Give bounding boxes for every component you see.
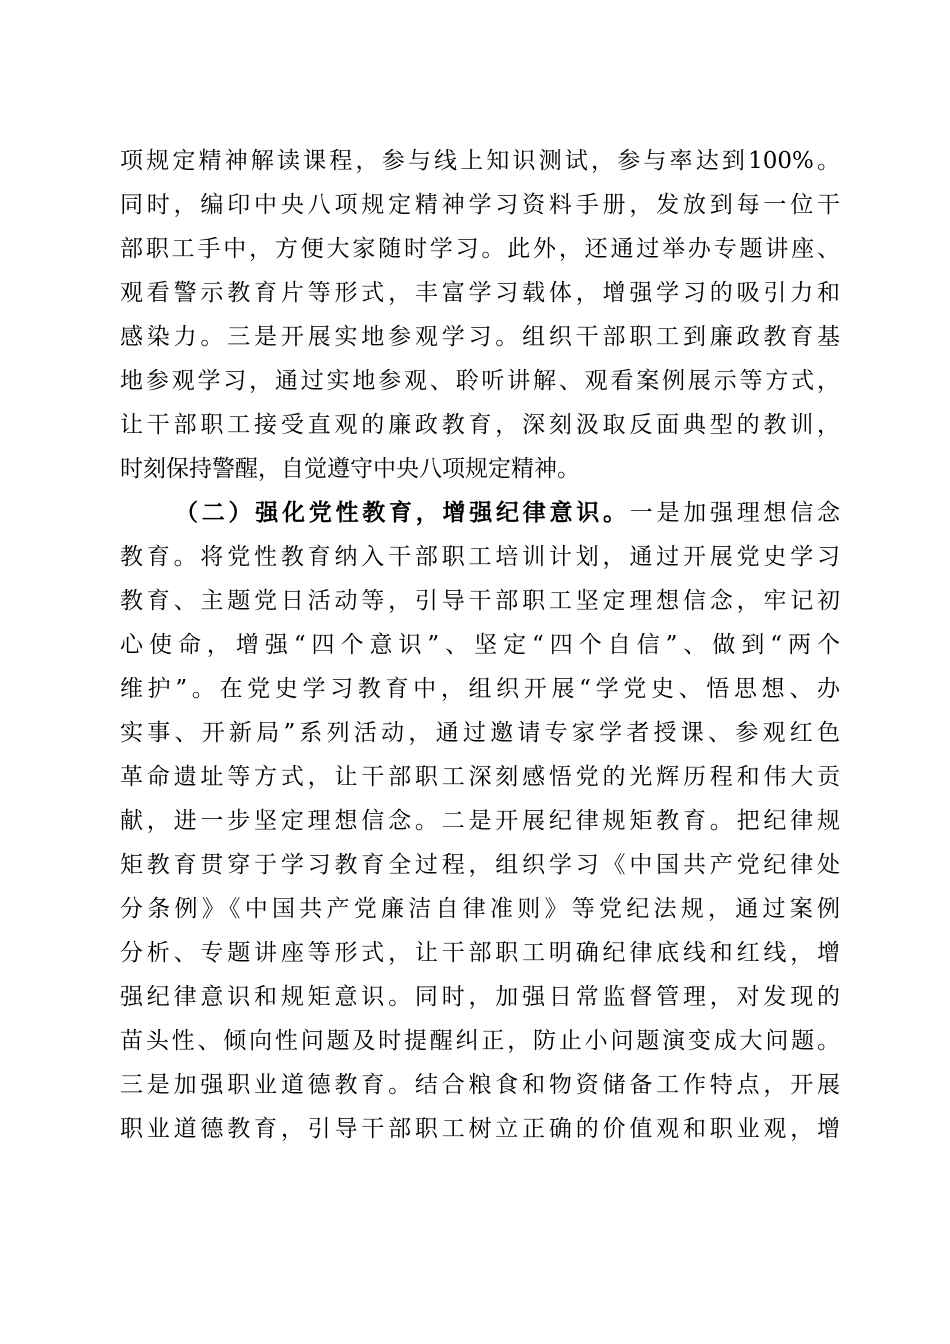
text-line: 项规定精神解读课程，参与线上知识测试，参与率达到100%。 bbox=[120, 148, 840, 174]
text-line: 强纪律意识和规矩意识。同时，加强日常监督管理，对发现的 bbox=[120, 984, 840, 1010]
text-line: 革命遗址等方式，让干部职工深刻感悟党的光辉历程和伟大贡 bbox=[120, 764, 840, 790]
text-line: 心使命，增强“四个意识”、坚定“四个自信”、做到“两个 bbox=[120, 632, 840, 658]
text-line: 三是加强职业道德教育。结合粮食和物资储备工作特点，开展 bbox=[120, 1072, 840, 1098]
section-heading-line bbox=[120, 488, 840, 538]
text-line: 分条例》《中国共产党廉洁自律准则》等党纪法规，通过案例 bbox=[120, 896, 840, 922]
text-line: 职业道德教育，引导干部职工树立正确的价值观和职业观，增 bbox=[120, 1116, 840, 1142]
section-heading: （二）强化党性教育，增强纪律意识。 bbox=[175, 499, 630, 526]
text-line: 矩教育贯穿于学习教育全过程，组织学习《中国共产党纪律处 bbox=[120, 852, 840, 878]
text-line: 观看警示教育片等形式，丰富学习载体，增强学习的吸引力和 bbox=[120, 280, 840, 306]
section-heading-continuation: 一是加强理想信念 bbox=[629, 500, 840, 526]
text-line: 教育、主题党日活动等，引导干部职工坚定理想信念，牢记初 bbox=[120, 588, 840, 614]
text-line: 感染力。三是开展实地参观学习。组织干部职工到廉政教育基 bbox=[120, 324, 840, 350]
text-line: 同时，编印中央八项规定精神学习资料手册，发放到每一位干 bbox=[120, 192, 840, 218]
text-line: 时刻保持警醒，自觉遵守中央八项规定精神。 bbox=[120, 456, 580, 482]
text-line: 苗头性、倾向性问题及时提醒纠正，防止小问题演变成大问题。 bbox=[120, 1028, 840, 1054]
text-line: 实事、开新局”系列活动，通过邀请专家学者授课、参观红色 bbox=[120, 720, 840, 746]
text-line: 维护”。在党史学习教育中，组织开展“学党史、悟思想、办 bbox=[120, 676, 840, 702]
text-line: 教育。将党性教育纳入干部职工培训计划，通过开展党史学习 bbox=[120, 544, 840, 570]
text-line: 献，进一步坚定理想信念。二是开展纪律规矩教育。把纪律规 bbox=[120, 808, 840, 834]
text-line: 分析、专题讲座等形式，让干部职工明确纪律底线和红线，增 bbox=[120, 940, 840, 966]
text-line: 让干部职工接受直观的廉政教育，深刻汲取反面典型的教训， bbox=[120, 412, 840, 438]
text-line: 地参观学习，通过实地参观、聆听讲解、观看案例展示等方式， bbox=[120, 368, 840, 394]
text-line: 部职工手中，方便大家随时学习。此外，还通过举办专题讲座、 bbox=[120, 236, 840, 262]
